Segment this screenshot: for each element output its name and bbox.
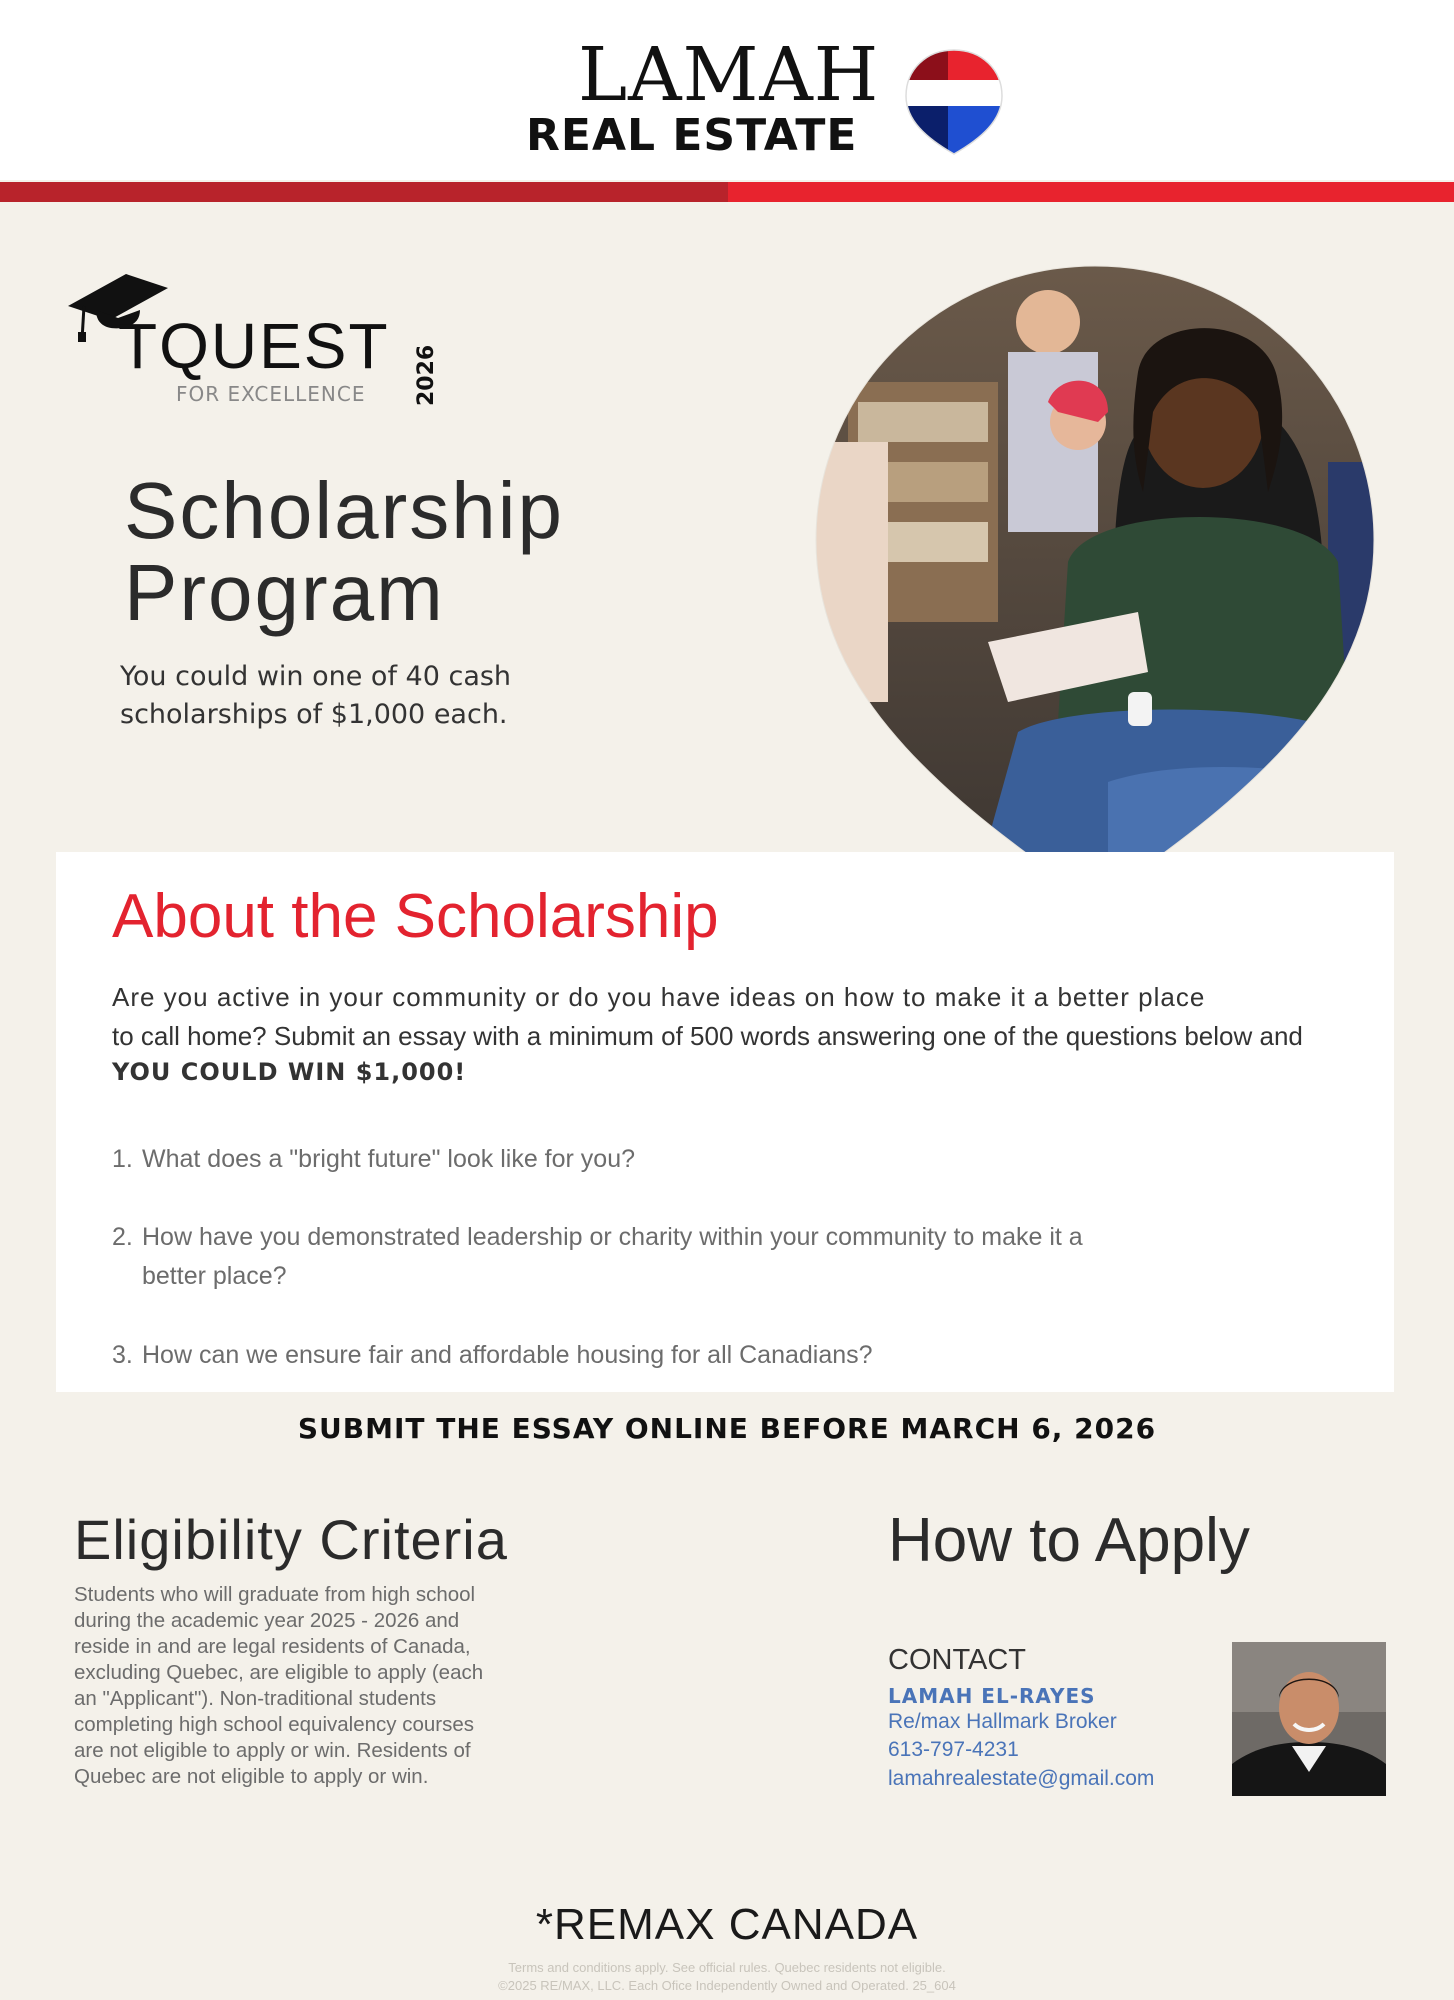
title-line-2: Program [124,548,445,637]
eligibility-line: an "Applicant"). Non-traditional students [74,1687,437,1710]
copyright: ©2025 RE/MAX, LLC. Each Ofice Independently Owned and Operated. 25_604 [498,1978,956,1993]
eligibility-line: Students who will graduate from high school [74,1583,476,1606]
fine-print: Terms and conditions apply. See official rules. Quebec residents not eligible. [508,1960,946,1975]
brand-name: LAMAH [578,32,880,118]
tquest-logo [66,266,466,406]
title-line-1: Scholarship [124,466,565,555]
contact-email-link[interactable]: lamahrealestate@gmail.com [888,1767,1155,1790]
eligibility-body [74,1582,544,1790]
about-body-line-1: Are you active in your community or do you have ideas on how to make it a better place [112,982,1206,1012]
subtitle-line-2: scholarships of $1,000 each. [120,699,508,730]
about-body-line-2: to call home? Submit an essay with a minimum of 500 words answering one of the questions below and [112,1021,1303,1051]
eligibility-line: reside in and are legal residents of Canada, [74,1635,471,1658]
question-number: 1. [112,1145,133,1173]
question-text: How have you demonstrated leadership or charity within your community to make it a [142,1223,1083,1251]
question-item [112,1140,635,1179]
eligibility-title: Eligibility Criteria [74,1508,508,1571]
broker-headshot [1232,1642,1386,1796]
header [0,0,1454,180]
eligibility-line: are not eligible to apply or win. Residents of [74,1739,471,1762]
contact-label: CONTACT [888,1644,1027,1676]
question-text: What does a "bright future" look like for you? [142,1145,636,1173]
question-number: 2. [112,1223,133,1251]
apply-title: How to Apply [888,1506,1250,1575]
question-item [112,1218,1152,1296]
brand-subtitle: REAL ESTATE [526,110,858,161]
tquest-tagline: FOR EXCELLENCE [176,382,366,406]
page-title [124,466,565,637]
question-text: How can we ensure fair and affordable housing for all Canadians? [142,1341,873,1369]
question-text-continued: better place? [142,1262,287,1290]
contact-role: Re/max Hallmark Broker [888,1710,1117,1733]
contact-name: LAMAH EL-RAYES [888,1684,1096,1708]
subtitle-line-1: You could win one of 40 cash [120,661,512,692]
eligibility-line: excluding Quebec, are eligible to apply (each [74,1661,484,1684]
header-stripe-dark [0,182,728,202]
tquest-year: 2026 [414,344,439,406]
question-number: 3. [112,1341,133,1369]
contact-phone-link[interactable]: 613-797-4231 [888,1738,1019,1761]
question-item [112,1336,873,1375]
hot-air-balloon-icon [902,46,1006,158]
eligibility-line: completing high school equivalency courses [74,1713,474,1736]
about-body [112,978,1342,1056]
header-stripe-red [728,182,1454,202]
eligibility-line: during the academic year 2025 - 2026 and [74,1609,460,1632]
deadline-banner: SUBMIT THE ESSAY ONLINE BEFORE MARCH 6, 2026 [297,1412,1157,1445]
eligibility-line: Quebec are not eligible to apply or win. [74,1765,429,1788]
about-highlight: YOU COULD WIN $1,000! [112,1058,467,1086]
footer-brand: *REMAX CANADA [535,1900,919,1949]
tquest-wordmark: TQUEST [118,310,390,382]
student-photo [808,262,1382,912]
about-title: About the Scholarship [112,882,719,951]
hero-subtitle [120,658,600,734]
